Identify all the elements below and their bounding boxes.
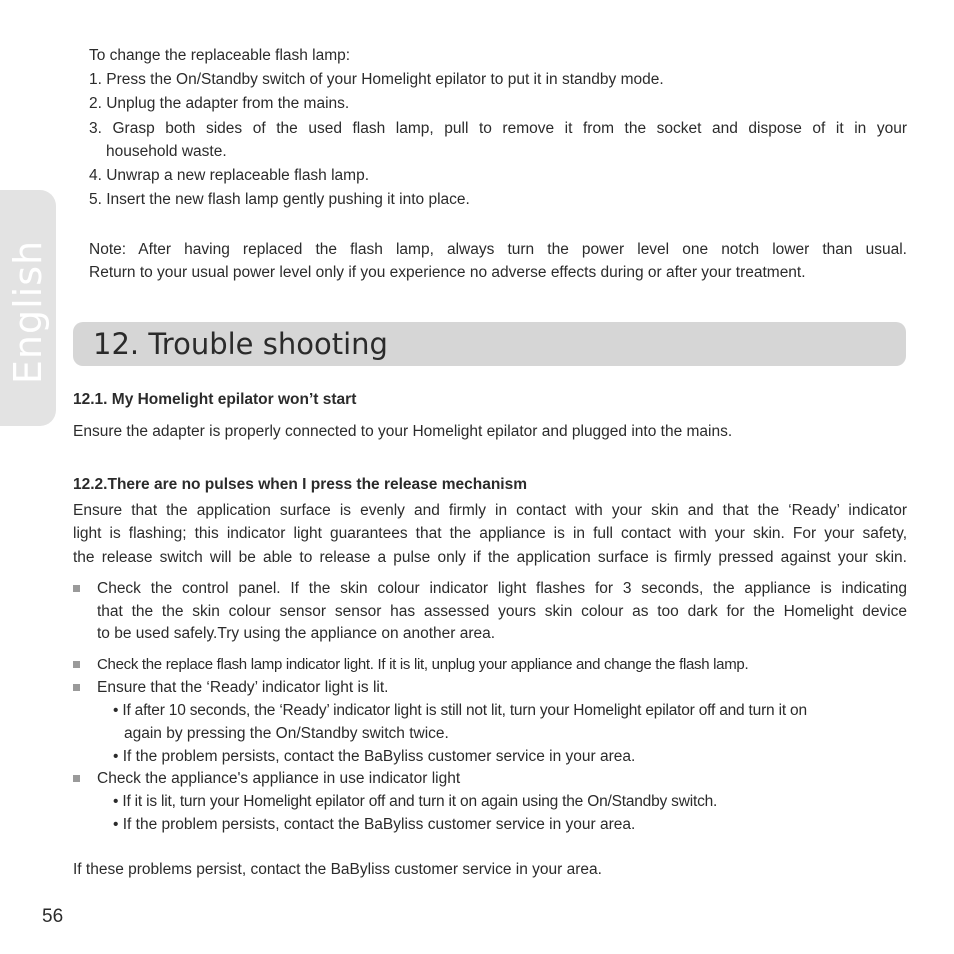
- subsection-heading-12-1: 12.1. My Homelight epilator won’t start: [73, 391, 357, 408]
- step-3: 3. Grasp both sides of the used flash lamp, pull to remove it from the socket and dispose of it in your: [89, 120, 907, 137]
- subsection-heading-12-2: 12.2.There are no pulses when I press the release mechanism: [73, 476, 528, 493]
- note-line-2: Return to your usual power level only if you experience no adverse effects during or after your treatment.: [89, 264, 806, 281]
- section-title: 12. Trouble shooting: [93, 327, 388, 361]
- subsection-text-12-1: Ensure the adapter is properly connected to your Homelight epilator and plugged into the mains.: [73, 423, 733, 440]
- bullet-3: Ensure that the ‘Ready’ indicator light is lit.: [97, 679, 389, 696]
- step-5: 5. Insert the new flash lamp gently pushing it into place.: [89, 191, 470, 208]
- note-line-1: Note: After having replaced the flash lamp, always turn the power level one notch lower than usual.: [89, 241, 907, 258]
- bullet-4-sub-1: • If it is lit, turn your Homelight epilator off and turn it on again using the On/Standby switch.: [113, 793, 718, 810]
- bullet-3-sub-1-cont: again by pressing the On/Standby switch twice.: [124, 725, 449, 742]
- bullet-2: Check the replace flash lamp indicator light. If it is lit, unplug your appliance and change the flash lamp.: [97, 656, 749, 673]
- bullet-1-line-3: to be used safely.Try using the appliance on another area.: [97, 625, 496, 642]
- step-1: 1. Press the On/Standby switch of your Homelight epilator to put it in standby mode.: [89, 71, 664, 88]
- step-2: 2. Unplug the adapter from the mains.: [89, 95, 350, 112]
- bullet-square-icon: [73, 684, 80, 691]
- bullet-4: Check the appliance's appliance in use indicator light: [97, 770, 461, 787]
- para-line-2: light is flashing; this indicator light guarantees that the appliance is in full contact with your skin. For your safety,: [73, 525, 907, 542]
- para-line-3: the release switch will be able to release a pulse only if the application surface is firmly pressed against your skin.: [73, 549, 907, 566]
- intro-lead: To change the replaceable flash lamp:: [89, 47, 351, 64]
- para-line-1: Ensure that the application surface is evenly and firmly in contact with your skin and that the ‘Ready’ indicator: [73, 502, 907, 519]
- bullet-square-icon: [73, 585, 80, 592]
- bullet-4-sub-2: • If the problem persists, contact the BaByliss customer service in your area.: [113, 816, 636, 833]
- bullet-1-line-1: Check the control panel. If the skin colour indicator light flashes for 3 seconds, the appliance is indicating: [97, 580, 907, 597]
- bullet-1-line-2: that the the skin colour sensor sensor has assessed yours skin colour as too dark for the Homelight device: [97, 603, 907, 620]
- language-side-tab: [0, 190, 56, 426]
- bullet-3-sub-2: • If the problem persists, contact the BaByliss customer service in your area.: [113, 748, 636, 765]
- closing-text: If these problems persist, contact the BaByliss customer service in your area.: [73, 861, 602, 878]
- step-4: 4. Unwrap a new replaceable flash lamp.: [89, 167, 370, 184]
- bullet-square-icon: [73, 775, 80, 782]
- language-label: English: [6, 239, 50, 385]
- bullet-square-icon: [73, 661, 80, 668]
- step-3-cont: household waste.: [106, 143, 227, 160]
- page-number: 56: [42, 906, 64, 927]
- section-heading-bar: [73, 322, 906, 366]
- bullet-3-sub-1: • If after 10 seconds, the ‘Ready’ indicator light is still not lit, turn your Homelight epilator off and turn it on: [113, 702, 807, 719]
